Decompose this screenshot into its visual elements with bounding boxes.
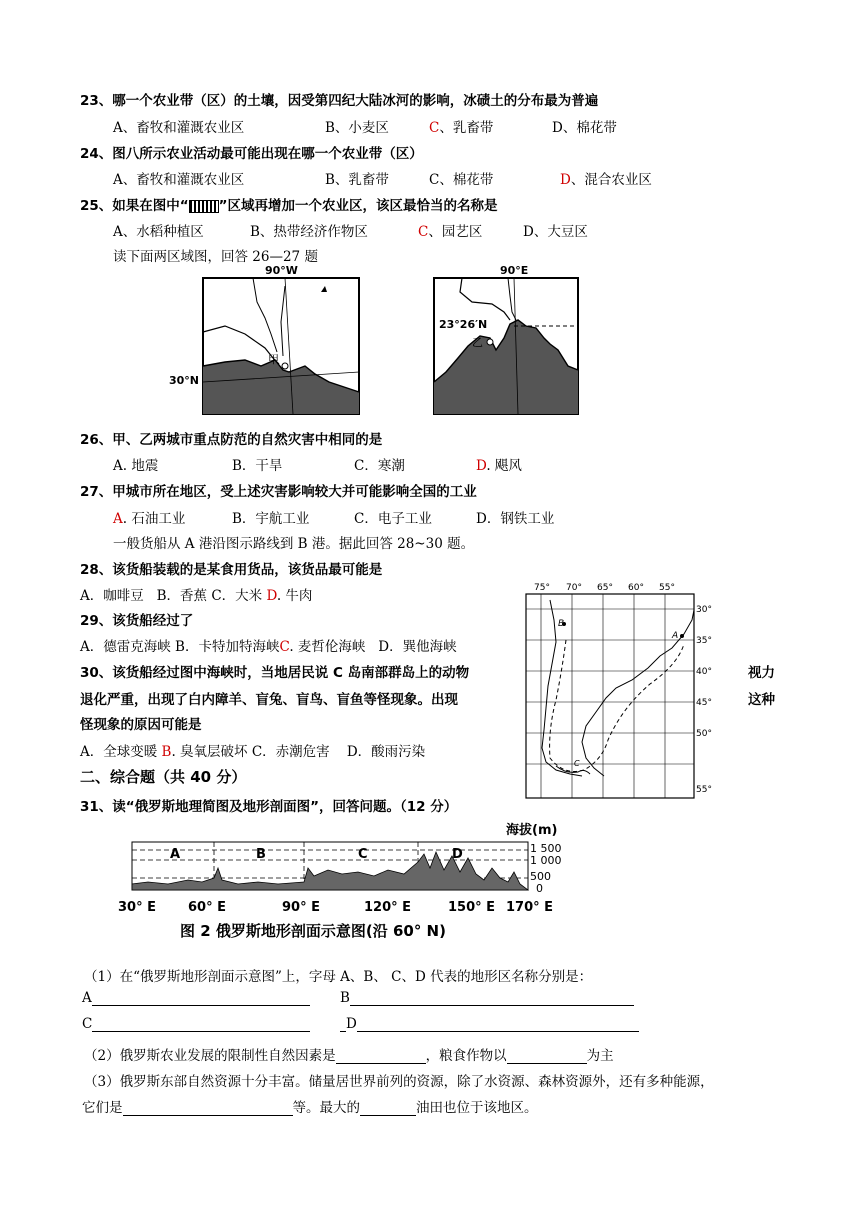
q27-stem: 27、甲城市所在地区，受上述灾害影响较大并可能影响全国的工业	[80, 484, 477, 500]
q25-option-b: B、热带经济作物区	[250, 224, 368, 240]
q27-option-a: . 石油工业	[122, 511, 186, 527]
q25-option-d: D、大豆区	[523, 224, 588, 240]
blank-c[interactable]	[92, 1017, 310, 1032]
svg-text:70°: 70°	[566, 583, 582, 593]
q30-line1: 30、该货船经过图中海峡时，当地居民说 C 岛南部群岛上的动物	[80, 665, 470, 681]
blank-energy-resources[interactable]	[123, 1101, 293, 1116]
q26-option-b: B．干旱	[232, 458, 283, 474]
answer-line-a: A	[82, 990, 310, 1006]
q25-answer-letter: C	[418, 224, 429, 240]
q27-option-b: B．宇航工业	[232, 511, 310, 527]
svg-text:40°: 40°	[696, 667, 712, 677]
blank-limiting-factor[interactable]	[336, 1049, 426, 1064]
q24-option-c: C、棉花带	[429, 172, 494, 188]
sa-map-top-labels	[534, 583, 675, 593]
profile-xticks	[118, 900, 553, 915]
q29-stem: 29、该货船经过了	[80, 613, 194, 629]
svg-text:1 000: 1 000	[530, 854, 562, 867]
q23-option-a: A、畜牧和灌溉农业区	[113, 120, 245, 136]
q23-answer-letter: C	[429, 120, 440, 136]
q26-option-d: . 飓风	[486, 458, 522, 474]
svg-text:90° E: 90° E	[282, 900, 320, 915]
q23-option-d: D、棉花带	[552, 120, 617, 136]
q24-option-d: 、混合农业区	[570, 172, 652, 188]
q27-answer-letter: A	[113, 511, 123, 527]
svg-text:55°: 55°	[696, 785, 712, 795]
q23-option-b: B、小麦区	[325, 120, 389, 136]
q24-option-a: A、畜牧和灌溉农业区	[113, 172, 245, 188]
map-right-city-label: 乙	[472, 336, 483, 349]
q25-stem: 25、如果在图中“ ”区域再增加一个农业区，该区最恰当的名称是	[80, 198, 498, 214]
q23-option-c: 、乳畜带	[439, 120, 494, 136]
map-left-lon-label: 90°W	[265, 264, 298, 277]
q26-option-a: A. 地震	[113, 458, 159, 474]
q31-stem: 31、读“俄罗斯地理简图及地形剖面图”，回答问题。（12 分）	[80, 799, 458, 815]
sa-map-port-a: A	[672, 631, 679, 641]
q31-sub3-line1: （3）俄罗斯东部自然资源十分丰富。储量居世界前列的资源，除了水资源、森林资源外，还有多种能源，	[84, 1074, 714, 1090]
q31-sub1: （1）在“俄罗斯地形剖面示意图”上，字母 A、B、 C、D 代表的地形区名称分别是：	[84, 969, 593, 985]
blank-grain-crop[interactable]	[507, 1049, 587, 1064]
q28-answer-letter: D	[266, 588, 277, 604]
q26-stem: 26、甲、乙两城市重点防范的自然灾害中相同的是	[80, 432, 383, 448]
map-bay-bengal	[432, 262, 582, 422]
q29-answer-letter: C	[279, 639, 290, 655]
q28-options: A．咖啡豆 B．香蕉 C．大米 D. 牛肉	[80, 588, 313, 604]
q29-options: A．德雷克海峡 B．卡特加特海峡C. 麦哲伦海峡 D．巽他海峡	[80, 639, 457, 655]
map-gulf-mexico	[165, 262, 365, 422]
svg-text:55°: 55°	[659, 583, 675, 593]
section-2-title: 二、综合题（共 40 分）	[80, 768, 247, 786]
q30-options: A．全球变暖 B. 臭氧层破坏 C．赤潮危害 D．酸雨污染	[80, 744, 426, 760]
profile-region-a: A	[170, 847, 181, 862]
q26-answer-letter: D	[476, 458, 487, 474]
svg-text:50°: 50°	[696, 729, 712, 739]
profile-region-b: B	[256, 847, 266, 862]
sa-map-port-b: B	[558, 619, 565, 629]
q30-answer-letter: B	[161, 744, 172, 760]
q27-option-c: C．电子工业	[354, 511, 432, 527]
map-left-lat-label: 30°N	[169, 374, 200, 387]
q31-sub2: （2）俄罗斯农业发展的限制性自然因素是 ，粮食作物以 为主	[84, 1048, 614, 1064]
q24-option-b: B、乳畜带	[325, 172, 389, 188]
svg-text:170° E: 170° E	[506, 900, 554, 915]
q28-stem: 28、该货船装载的是某食用货品，该货品最可能是	[80, 562, 383, 578]
profile-region-d: D	[452, 847, 463, 862]
svg-text:60° E: 60° E	[188, 900, 226, 915]
blank-d[interactable]	[357, 1017, 639, 1032]
q31-sub3-line2: 它们是 等。最大的 油田也位于该地区。	[82, 1100, 538, 1116]
svg-text:75°: 75°	[534, 583, 550, 593]
profile-caption: 图 2 俄罗斯地形剖面示意图(沿 60° N)	[180, 922, 446, 940]
svg-text:500: 500	[530, 870, 551, 883]
q30-line3: 怪现象的原因可能是	[80, 717, 202, 733]
blank-a[interactable]	[92, 991, 310, 1006]
russia-profile-figure	[118, 818, 578, 946]
svg-text:65°: 65°	[597, 583, 613, 593]
q30-line2-right: 这种	[748, 692, 775, 708]
svg-text:45°: 45°	[696, 698, 712, 708]
answer-line-c: C	[82, 1016, 310, 1032]
svg-text:60°: 60°	[628, 583, 644, 593]
blank-oilfield[interactable]	[360, 1101, 416, 1116]
svg-text:150° E: 150° E	[448, 900, 496, 915]
q30-line2: 退化严重，出现了白内障羊、盲兔、盲鸟、盲鱼等怪现象。出现	[80, 692, 458, 708]
answer-line-b: B	[340, 990, 634, 1006]
q23-stem: 23、哪一个农业带（区）的土壤，因受第四纪大陆冰河的影响，冰碛土的分布最为普遍	[80, 93, 599, 109]
map-south-america-route	[512, 580, 712, 804]
profile-yticks	[530, 842, 562, 895]
read-instruction-26-27: 读下面两区域图，回答 26—27 题	[113, 249, 318, 265]
svg-text:35°: 35°	[696, 636, 712, 646]
blank-b[interactable]	[350, 991, 634, 1006]
svg-text:120° E: 120° E	[364, 900, 412, 915]
hatched-region-symbol	[189, 200, 219, 213]
map-left-city-label: 甲	[268, 353, 279, 366]
map-right-lon-label: 90°E	[500, 264, 529, 277]
q30-line1-right: 视力	[748, 665, 775, 681]
q27-option-d: D．钢铁工业	[476, 511, 555, 527]
map-right-lat-label: 23°26′N	[439, 318, 488, 331]
profile-ylabel: 海拔(m)	[506, 823, 558, 838]
q24-answer-letter: D	[560, 172, 571, 188]
answer-line-d: D	[340, 1016, 639, 1032]
profile-region-c: C	[358, 847, 368, 862]
q25-option-a: A、水稻种植区	[113, 224, 204, 240]
sa-map-island-c: C	[574, 759, 580, 768]
read-instruction-28-30: 一般货船从 A 港沿图示路线到 B 港。据此回答 28~30 题。	[113, 536, 475, 552]
svg-text:1 500: 1 500	[530, 842, 562, 855]
q24-stem: 24、图八所示农业活动最可能出现在哪一个农业带（区）	[80, 146, 423, 162]
svg-text:0: 0	[536, 882, 543, 895]
svg-text:30°: 30°	[696, 605, 712, 615]
q25-option-c: 、园艺区	[428, 224, 483, 240]
svg-text:30° E: 30° E	[118, 900, 156, 915]
q26-option-c: C．寒潮	[354, 458, 405, 474]
sa-map-right-labels	[696, 605, 712, 795]
